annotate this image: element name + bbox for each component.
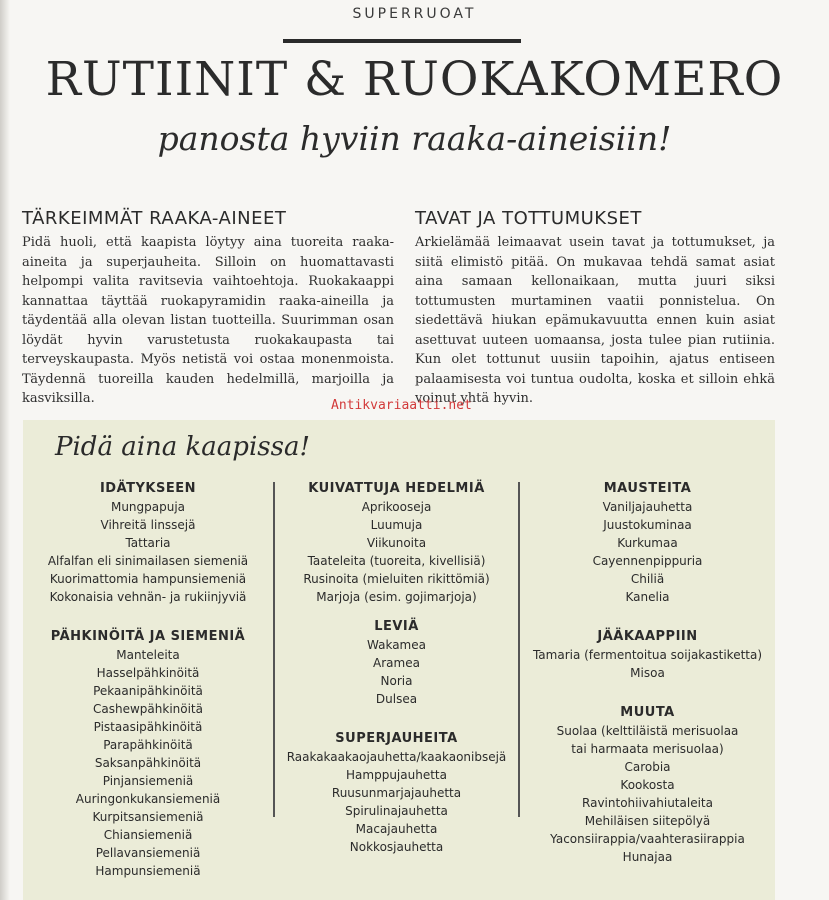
page-title: RUTIINIT & RUOKAKOMERO [45, 52, 784, 107]
list-heading: LEVIÄ [374, 619, 419, 634]
list-item: Kurkumaa [617, 536, 678, 550]
list-item: Juustokuminaa [603, 518, 692, 532]
list-item: Luumuja [370, 518, 423, 532]
list-item: Cashewpähkinöitä [93, 702, 203, 716]
list-item: Hasselpähkinöitä [96, 666, 200, 680]
list-item: Wakamea [367, 638, 426, 652]
list-group-superjauheita [275, 730, 518, 856]
list-group-jaakaappiin [520, 628, 775, 682]
list-item: Auringonkukansiemeniä [75, 792, 221, 806]
list-item: Saksanpähkinöitä [94, 756, 202, 770]
page-subtitle: panosta hyviin raaka-aineisiin! [157, 119, 672, 158]
list-item: Pistaasipähkinöitä [93, 720, 203, 734]
list-item: Pinjansiemeniä [102, 774, 194, 788]
list-group-levia [275, 618, 518, 708]
list-item: Marjoja (esim. gojimarjoja) [316, 590, 477, 604]
list-group-idatykseen [23, 480, 273, 606]
list-item: Kurpitsansiemeniä [92, 810, 204, 824]
list-item: Pellavansiemeniä [95, 846, 201, 860]
list-item: Vaniljajauhetta [602, 500, 693, 514]
list-group-kuivattuja-hedelmia [275, 480, 518, 606]
list-item: Cayennenpippuria [592, 554, 703, 568]
list-item: Nokkosjauhetta [349, 840, 444, 854]
list-item: Dulsea [375, 692, 418, 706]
list-item: Kookosta [620, 778, 675, 792]
article-body: Arkielämää leimaavat usein tavat ja tottumukset, ja siitä elimistö pitää. On mukavaa tehdä samat asiat aina samaan kellonaikaan, mutta juuri siksi tottumusten murtaminen vaatii ponnistelua. On siedettävä hiukan epämukavuutta ennen kuin asiat asettuvat uuteen uomaansa, josta tulee pian rutiinia. Kun olet tottunut uusiin tapoihin, ajatus entiseen palaamisesta voi tuntua oudolta, koska et silloin ehkä voinut yhtä hyvin. [415, 235, 775, 406]
list-item: Alfalfan eli sinimailasen siemeniä [47, 554, 249, 568]
article-heading: TAVAT JA TOTTUMUKSET [415, 208, 642, 229]
list-item: Chiansiemeniä [103, 828, 193, 842]
list-item: Aprikooseja [361, 500, 432, 514]
list-heading: KUIVATTUJA HEDELMIÄ [308, 481, 485, 496]
list-heading: SUPERJAUHEITA [335, 731, 458, 746]
list-item: tai harmaata merisuolaa) [571, 742, 724, 756]
list-item: Carobia [624, 760, 671, 774]
list-group-mausteita [520, 480, 775, 606]
list-item: Kuorimattomia hampunsiemeniä [49, 572, 247, 586]
list-column-1 [23, 480, 273, 892]
list-heading: MAUSTEITA [603, 481, 692, 496]
panel-title: Pidä aina kaapissa! [55, 432, 310, 462]
list-item: Hamppujauhetta [346, 768, 447, 782]
list-item: Vihreitä linssejä [100, 518, 196, 532]
list-item: Yaconsiirappia/vaahterasiirappia [550, 832, 745, 846]
list-heading: PÄHKINÖITÄ JA SIEMENIÄ [50, 629, 246, 644]
list-item: Ravintohiivahiutaleita [582, 796, 713, 810]
list-item: Noria [380, 674, 413, 688]
list-item: Tattaria [125, 536, 171, 550]
article-heading: TÄRKEIMMÄT RAAKA-AINEET [22, 208, 287, 229]
list-group-muuta [520, 704, 775, 866]
list-heading: IDÄTYKSEEN [99, 481, 197, 496]
list-heading: JÄÄKAAPPIIN [597, 629, 698, 644]
article-right [415, 208, 775, 409]
list-item: Manteleita [116, 648, 180, 662]
header-rule [283, 39, 521, 43]
list-item: Parapähkinöitä [103, 738, 193, 752]
list-item: Chiliä [630, 572, 665, 586]
list-item: Hampunsiemeniä [95, 864, 201, 878]
list-item: Ruusunmarjajauhetta [331, 786, 462, 800]
article-body: Pidä huoli, että kaapista löytyy aina tuoreita raaka-aineita ja superjauheita. Silloin on huomattavasti helpompi valita ravitsevia vaihtoehtoja. Ruokakaappi kannattaa täyttää ruokapyramidin raaka-aineilla ja täydentää alla olevan listan tuotteilla. Suurimman osan löydät hyvin varustetusta ruokakaupasta tai terveyskaupasta. Myös netistä voi ostaa monenmoista. Täydennä tuoreilla kauden hedelmillä, marjoilla ja kasviksilla. [22, 235, 394, 406]
section-label: SUPERRUOAT [352, 6, 477, 22]
list-item: Taateleita (tuoreita, kivellisiä) [307, 554, 486, 568]
list-column-2 [275, 480, 518, 868]
list-item: Hunajaa [622, 850, 673, 864]
article-left [22, 208, 394, 409]
list-item: Misoa [630, 666, 665, 680]
list-item: Raakakaakaojauhetta/kaakaonibsejä [286, 750, 507, 764]
list-item: Kokonaisia vehnän- ja rukiinjyviä [49, 590, 247, 604]
list-item: Spirulinajauhetta [345, 804, 448, 818]
pantry-panel [23, 420, 775, 900]
watermark: Antikvariaatti.net [331, 398, 472, 413]
list-item: Pekaanipähkinöitä [93, 684, 203, 698]
list-item: Aramea [373, 656, 420, 670]
list-heading: MUUTA [620, 705, 675, 720]
list-item: Suolaa (kelttiläistä merisuolaa [556, 724, 739, 738]
list-item: Mungpapuja [110, 500, 186, 514]
list-item: Kanelia [625, 590, 670, 604]
list-item: Macajauhetta [355, 822, 438, 836]
list-item: Mehiläisen siitepölyä [584, 814, 711, 828]
list-item: Viikunoita [366, 536, 427, 550]
list-item: Tamaria (fermentoitua soijakastiketta) [532, 648, 763, 662]
list-item: Rusinoita (mieluiten rikittömiä) [303, 572, 490, 586]
list-column-3 [520, 480, 775, 878]
list-group-pahkinoita [23, 628, 273, 880]
